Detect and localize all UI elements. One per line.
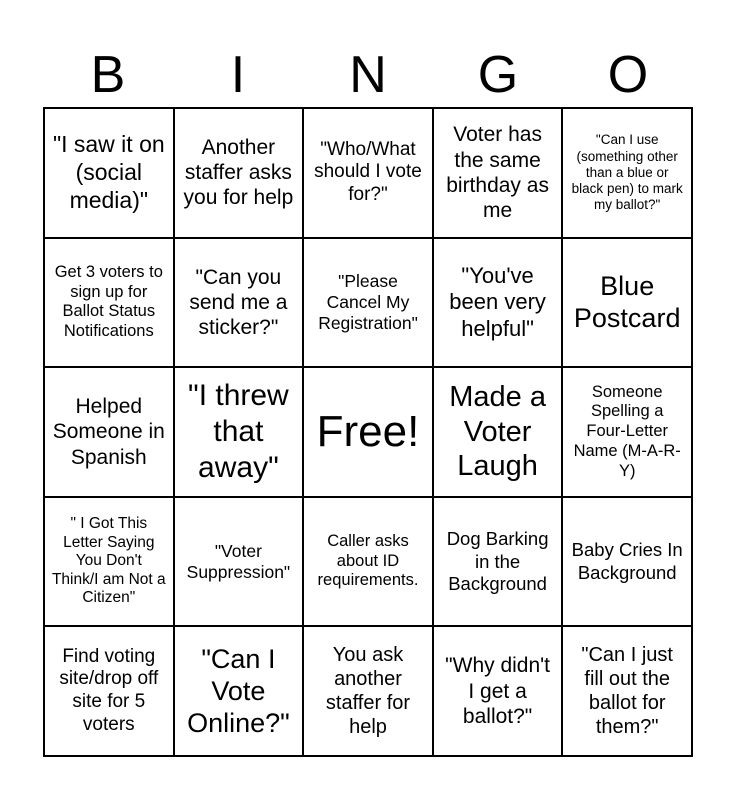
bingo-cell[interactable]: "Can you send me a sticker?" xyxy=(174,238,304,368)
header-letter-i: I xyxy=(230,46,246,104)
bingo-cell[interactable]: "Please Cancel My Registration" xyxy=(303,238,433,368)
bingo-cell[interactable]: "Can I use (something other than a blue or black pen) to mark my ballot?" xyxy=(562,108,692,238)
bingo-cell[interactable]: " I Got This Letter Saying You Don't Think/I am Not a Citizen" xyxy=(44,497,174,627)
bingo-cell[interactable]: Dog Barking in the Background xyxy=(433,497,563,627)
bingo-cell[interactable]: Caller asks about ID requirements. xyxy=(303,497,433,627)
bingo-cell[interactable]: "Why didn't I get a ballot?" xyxy=(433,626,563,756)
bingo-cell[interactable]: Made a Voter Laugh xyxy=(433,367,563,497)
bingo-cell[interactable]: Another staffer asks you for help xyxy=(174,108,304,238)
header-letter-b: B xyxy=(90,46,126,104)
header-letter-g: G xyxy=(477,46,519,104)
bingo-cell[interactable]: "Who/What should I vote for?" xyxy=(303,108,433,238)
bingo-cell[interactable]: Get 3 voters to sign up for Ballot Status Notifications xyxy=(44,238,174,368)
bingo-cell[interactable]: "I saw it on (social media)" xyxy=(44,108,174,238)
bingo-cell[interactable]: "I threw that away" xyxy=(174,367,304,497)
bingo-cell[interactable]: "Voter Suppression" xyxy=(174,497,304,627)
bingo-cell[interactable]: Baby Cries In Background xyxy=(562,497,692,627)
bingo-grid xyxy=(43,107,693,757)
bingo-cell[interactable]: "You've been very helpful" xyxy=(433,238,563,368)
bingo-cell[interactable]: Blue Postcard xyxy=(562,238,692,368)
bingo-cell[interactable]: Find voting site/drop off site for 5 voters xyxy=(44,626,174,756)
bingo-cell[interactable]: You ask another staffer for help xyxy=(303,626,433,756)
header-letter-n: N xyxy=(349,46,387,104)
bingo-cell[interactable]: Voter has the same birthday as me xyxy=(433,108,563,238)
bingo-cell[interactable]: Someone Spelling a Four-Letter Name (M-A-R-Y) xyxy=(562,367,692,497)
bingo-cell[interactable]: "Can I Vote Online?" xyxy=(174,626,304,756)
bingo-cell[interactable]: Helped Someone in Spanish xyxy=(44,367,174,497)
bingo-cell[interactable]: "Can I just fill out the ballot for them?" xyxy=(562,626,692,756)
free-space-cell[interactable]: Free! xyxy=(303,367,433,497)
bingo-header xyxy=(43,44,693,106)
header-letter-o: O xyxy=(607,46,649,104)
